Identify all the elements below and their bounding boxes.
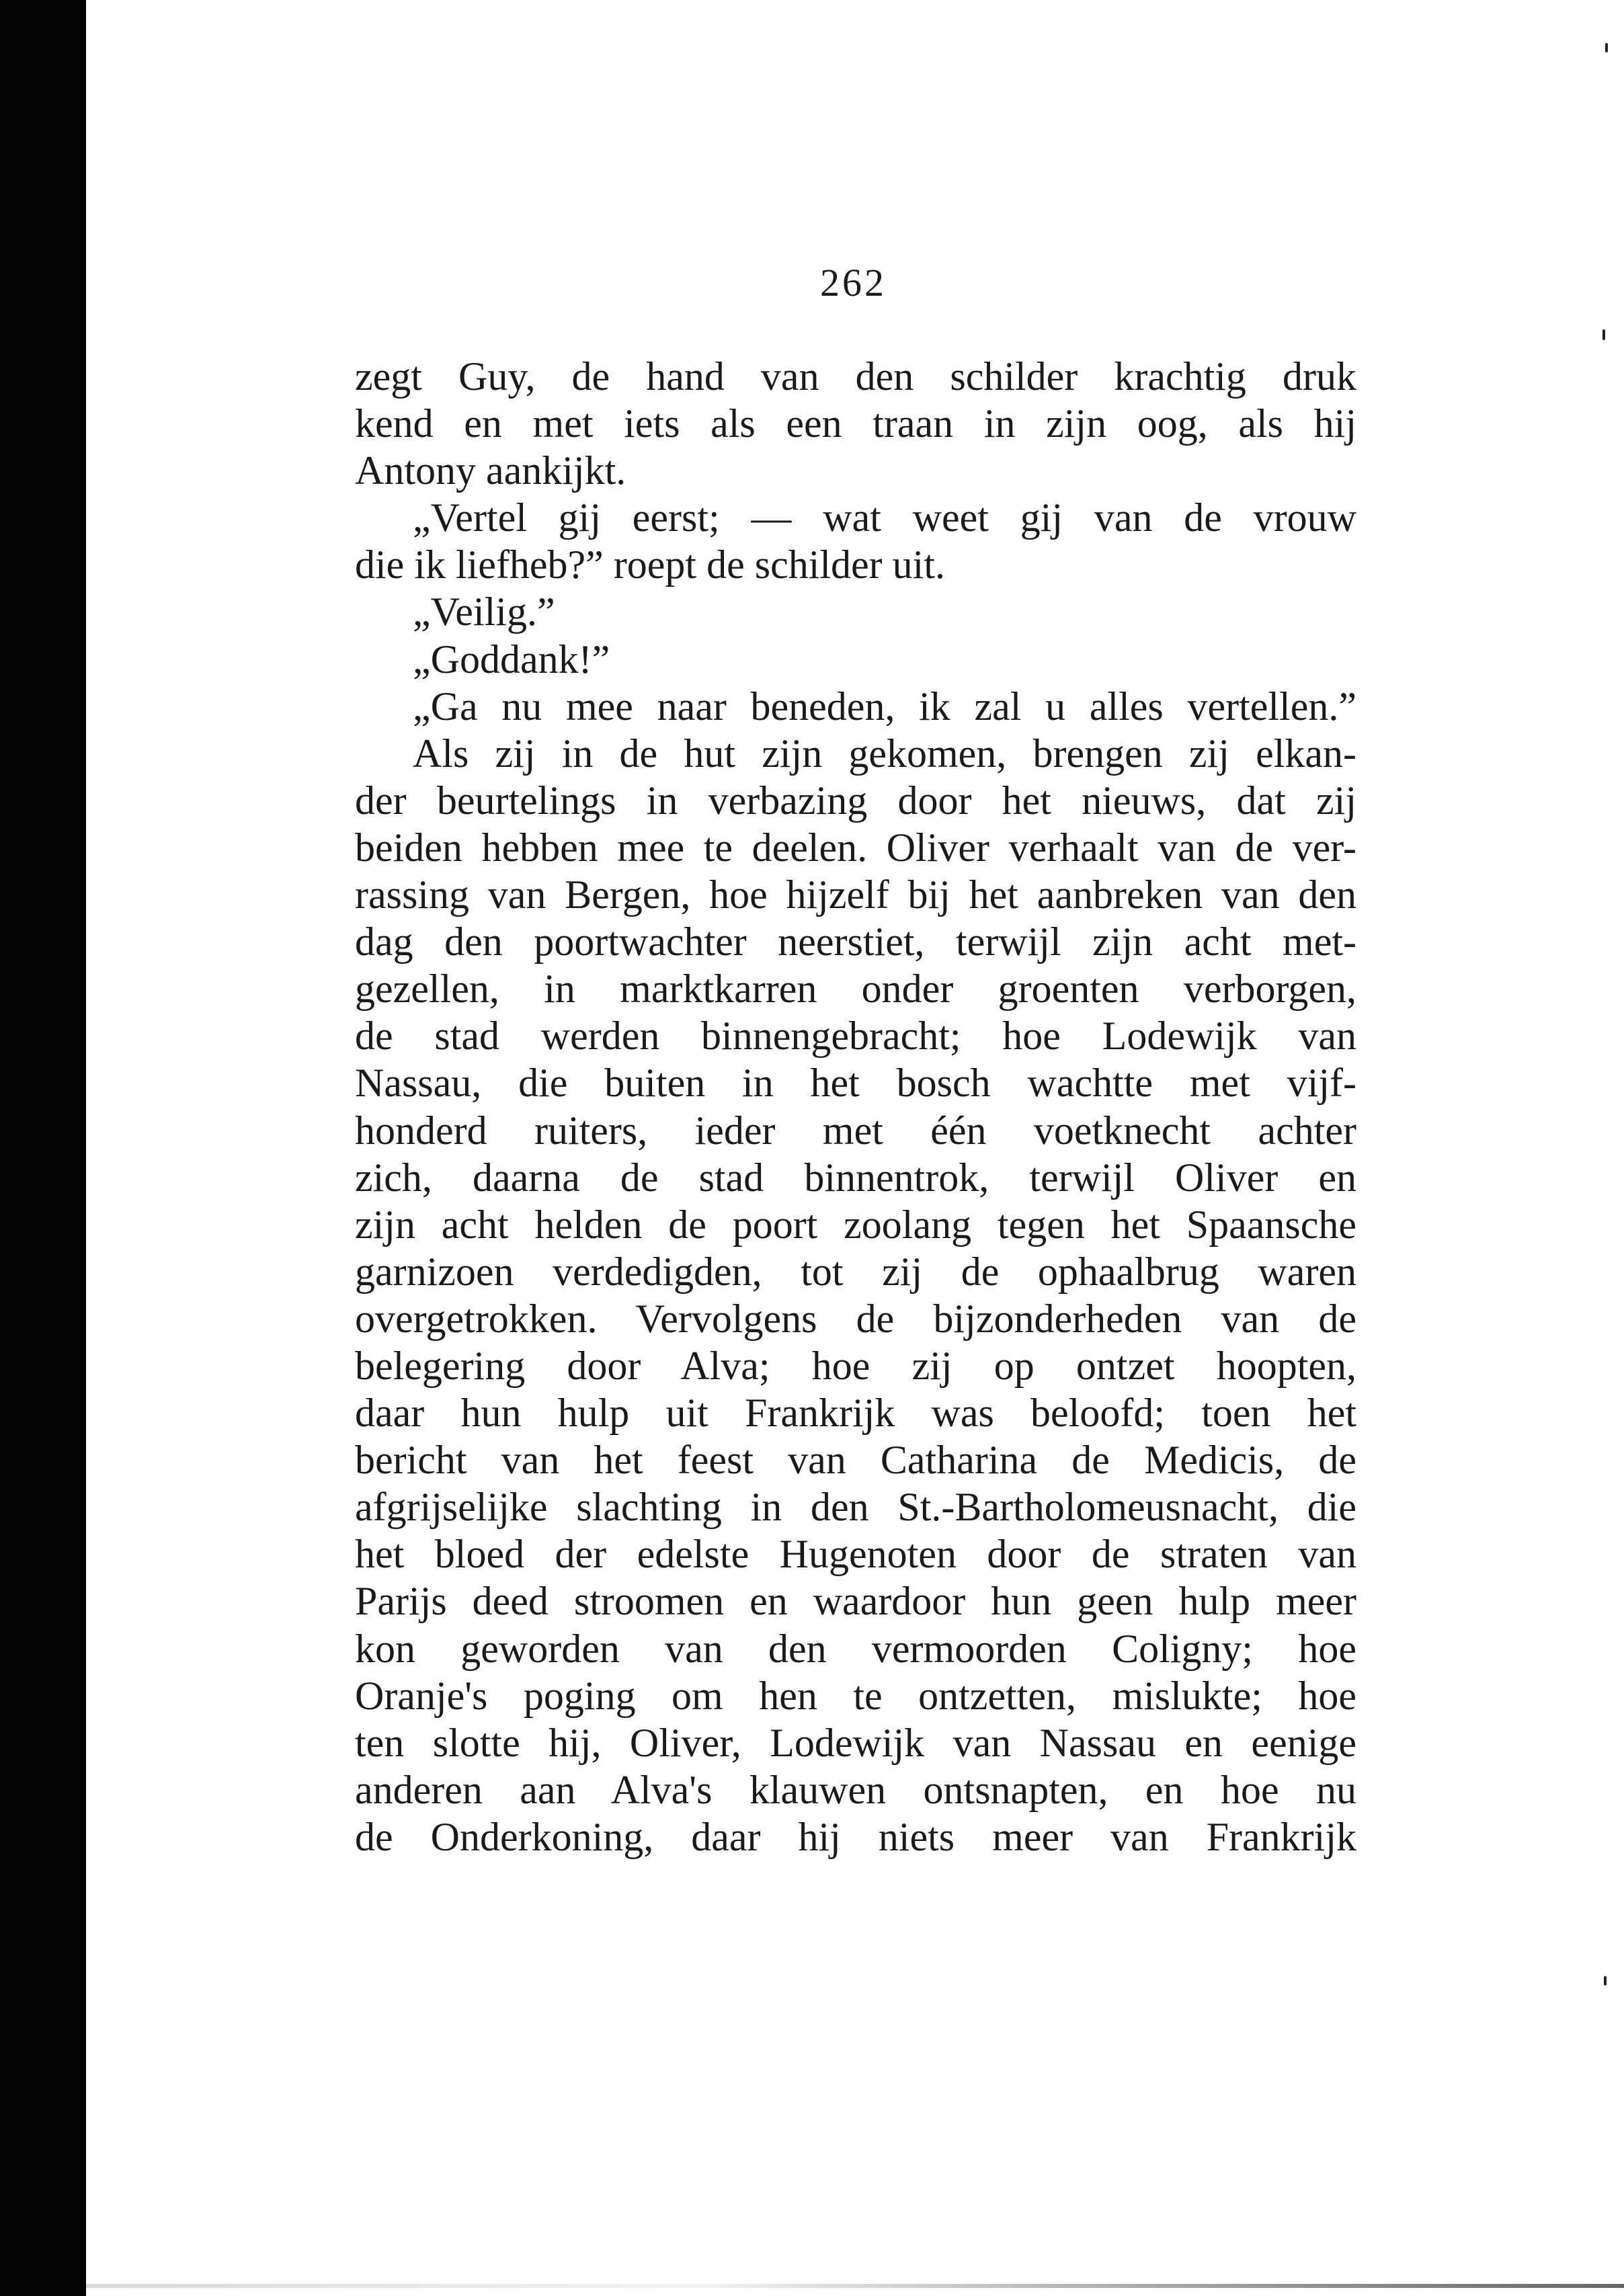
text-line: rassing van Bergen, hoe hijzelf bij het aanbreken van den [355,872,1356,917]
text-line: der beurtelings in verbazing door het nieuws, dat zij [355,778,1356,823]
text-line: overgetrokken. Vervolgens de bijzonderheden van de [355,1296,1356,1341]
scan-binding-shadow [0,0,86,2296]
body-text [355,353,1356,1860]
text-line: Antony aankijkt. [355,448,626,493]
text-line: garnizoen verdedigden, tot zij de ophaalbrug waren [355,1249,1356,1294]
text-line: belegering door Alva; hoe zij op ontzet hoopten, [355,1343,1356,1388]
text-line: kon geworden van den vermoorden Coligny; hoe [355,1626,1356,1671]
text-line: zijn acht helden de poort zoolang tegen het Spaansche [355,1202,1356,1247]
text-line: zegt Guy, de hand van den schilder krachtig druk [355,354,1356,399]
text-line: anderen aan Alva's klauwen ontsnapten, en hoe nu [355,1767,1356,1812]
text-line: honderd ruiters, ieder met één voetknecht achter [355,1108,1356,1153]
text-line: bericht van het feest van Catharina de Medicis, de [355,1438,1356,1483]
scan-speck [1604,1976,1607,1985]
text-line: afgrijselijke slachting in den St.-Bartholomeusnacht, die [355,1485,1356,1530]
text-line: gezellen, in marktkarren onder groenten verborgen, [355,967,1356,1012]
scan-speck [1605,43,1608,52]
text-line: dag den poortwachter neerstiet, terwijl zijn acht met- [355,919,1356,965]
text-line: „Vertel gij eerst; — wat weet gij van de vrouw [413,495,1356,540]
text-line: kend en met iets als een traan in zijn oog, als hij [355,401,1356,446]
text-line: „Goddank!” [413,637,610,682]
text-line: Als zij in de hut zijn gekomen, brengen zij elkan- [413,731,1356,776]
text-line: „Ga nu mee naar beneden, ik zal u alles vertellen.” [413,684,1356,729]
page-number: 262 [820,261,887,304]
text-line: ten slotte hij, Oliver, Lodewijk van Nassau en eenige [355,1720,1356,1765]
text-line: beiden hebben mee te deelen. Oliver verhaalt van de ver- [355,825,1356,870]
text-line: Oranje's poging om hen te ontzetten, mislukte; hoe [355,1673,1356,1718]
text-line: zich, daarna de stad binnentrok, terwijl Oliver en [355,1155,1356,1200]
text-line: de Onderkoning, daar hij niets meer van Frankrijk [355,1814,1356,1859]
scan-speck [1602,329,1605,340]
text-line: Parijs deed stroomen en waardoor hun geen hulp meer [355,1579,1356,1624]
scan-bottom-edge [86,2284,1624,2288]
text-line: „Veilig.” [413,589,555,634]
text-line: Nassau, die buiten in het bosch wachtte met vijf- [355,1061,1356,1106]
text-line: daar hun hulp uit Frankrijk was beloofd; toen het [355,1391,1356,1436]
text-line: het bloed der edelste Hugenoten door de straten van [355,1532,1356,1577]
text-line: die ik liefheb?” roept de schilder uit. [355,542,945,587]
text-line: de stad werden binnengebracht; hoe Lodewijk van [355,1014,1356,1059]
